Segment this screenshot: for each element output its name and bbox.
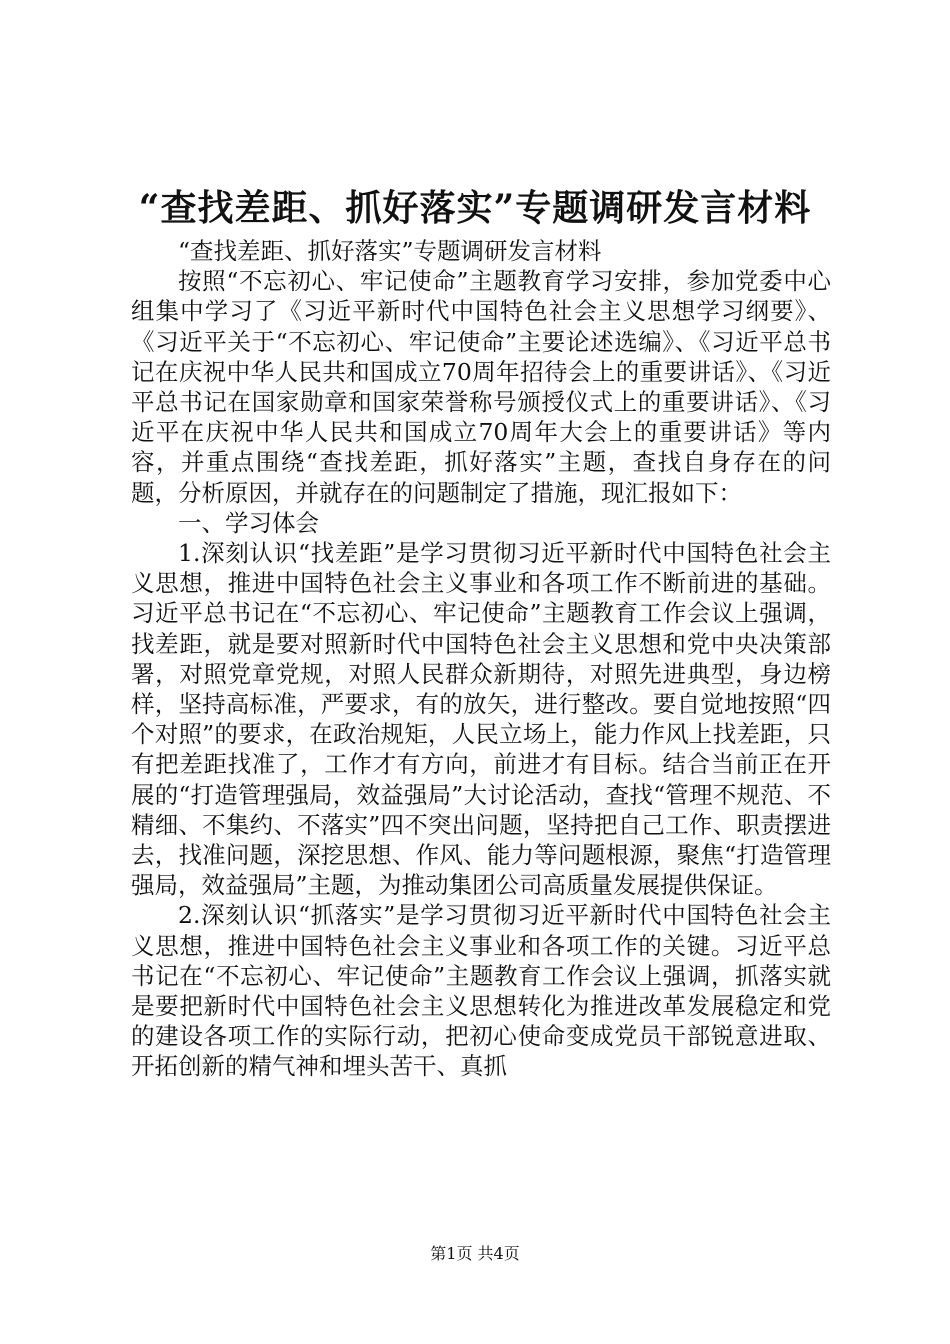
document-body bbox=[131, 236, 831, 1082]
document-title: “查找差距、抓好落实”专题调研发言材料 bbox=[138, 187, 812, 229]
section-heading-learning: 一、学习体会 bbox=[178, 508, 319, 537]
body-paragraph-point-2: 2.深刻认识“抓落实”是学习贯彻习近平新时代中国特色社会主义思想，推进中国特色社会主义事业和各项工作的关键。习近平总书记在“不忘初心、牢记使命”主题教育工作会议上强调，抓落实就是要把新时代中国特色社会主义思想转化为推进改革发展稳定和党的建设各项工作的实际行动，把初心使命变成党员干部锐意进取、开拓创新的精气神和埋头苦干、真抓 bbox=[131, 901, 831, 1081]
body-paragraph-intro: 按照“不忘初心、牢记使命”主题教育学习安排，参加党委中心组集中学习了《习近平新时代中国特色社会主义思想学习纲要》、《习近平关于“不忘初心、牢记使命”主要论述选编》、《习近平总书记在庆祝中华人民共和国成立70周年招待会上的重要讲话》、《习近平总书记在国家勋章和国家荣誉称号颁授仪式上的重要讲话》、《习近平在庆祝中华人民共和国成立70周年大会上的重要讲话》等内容，并重点围绕“查找差距，抓好落实”主题，查找自身存在的问题，分析原因，并就存在的问题制定了措施，现汇报如下： bbox=[131, 267, 831, 507]
body-subtitle: “查找差距、抓好落实”专题调研发言材料 bbox=[178, 237, 602, 265]
body-paragraph-point-1: 1.深刻认识“找差距”是学习贯彻习近平新时代中国特色社会主义思想，推进中国特色社会主义事业和各项工作不断前进的基础。习近平总书记在“不忘初心、牢记使命”主题教育工作会议上强调，找差距，就是要对照新时代中国特色社会主义思想和党中央决策部署，对照党章党规，对照人民群众新期待，对照先进典型，身边榜样，坚持高标准，严要求，有的放矢，进行整改。要自觉地按照“四个对照”的要求，在政治规矩，人民立场上，能力作风上找差距，只有把差距找准了，工作才有方向，前进才有目标。结合当前正在开展的“打造管理强局，效益强局”大讨论活动，查找“管理不规范、不精细、不集约、不落实”四不突出问题，坚持把自己工作、职责摆进去，找准问题，深挖思想、作风、能力等问题根源，聚焦“打造管理强局，效益强局”主题，为推动集团公司高质量发展提供保证。 bbox=[131, 539, 831, 900]
page-footer: 第1页 共4页 bbox=[430, 1244, 520, 1263]
